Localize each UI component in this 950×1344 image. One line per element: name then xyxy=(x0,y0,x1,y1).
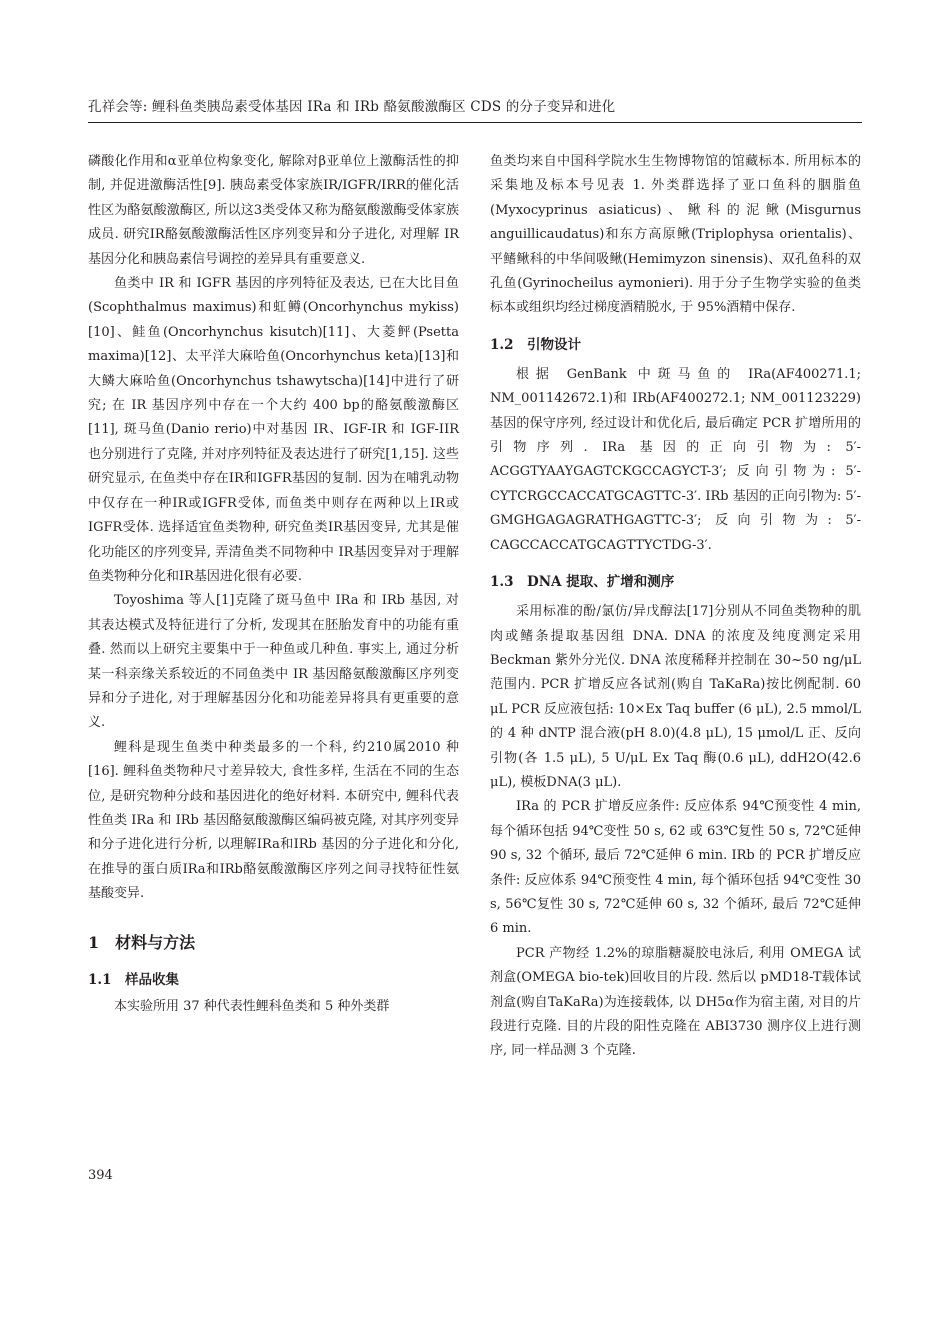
page-number: 394 xyxy=(88,1168,113,1183)
paragraph: 鲤科是现生鱼类中种类最多的一个科, 约210属2010 种[16]. 鲤科鱼类物种尺寸差异较大, 食性多样, 生活在不同的生态位, 是研究物种分歧和基因进化的绝好材料. 本研究中, 鲤科代表性鱼类 IRa 和 IRb 基因酪氨酸激酶区编码被克隆, 对其序列变异和分子进化进行分析, 以理解IRa和IRb 基因的分子进化和分化, 在推导的蛋白质IRa和IRb酪氨酸激酶区序列之间寻找特征性氨基酸变异. xyxy=(88,739,459,902)
paragraph: 鱼类均来自中国科学院水生生物博物馆的馆藏标本. 所用标本的采集地及标本号见表 1. 外类群选择了亚口鱼科的胭脂鱼(Myxocyprinus asiaticus)、鳅科的泥鳅(Misgurnus anguillicaudatus)和东方高原鳅(Triplophysa orientalis)、平鳍鳅科的中华间吸鳅(Hemimyzon sinensis)、双孔鱼科的双孔鱼(Gyrinocheilus aymonieri). 用于分子生物学实验的鱼类标本或组织均经过梯度酒精脱水, 于 95%酒精中保存. xyxy=(490,154,861,316)
left-column xyxy=(88,150,459,1019)
subsection-heading: 1.2 引物设计 xyxy=(490,336,581,353)
paragraph: 根据 GenBank 中斑马鱼的 IRa(AF400271.1; NM_001142672.1)和 IRb(AF400272.1; NM_001123229) 基因的保守序列, 经过设计和优化后, 最后确定 PCR 扩增所用的引物序列. IRa 基因的正向引物为: 5′-ACGGTYAAYGAGTCKGCCAGYCT-3′; 反向引物为: 5′-CYTCRGCCACCATGCAGTTC-3′. IRb 基因的正向引物为: 5′-GMGHGAGAGRATHGAGTTC-3′; 反向引物为: 5′-CAGCCACCATGCAGTTYCTDG-3′. xyxy=(490,366,861,553)
paragraph: IRa 的 PCR 扩增反应条件: 反应体系 94℃预变性 4 min, 每个循环包括 94℃变性 50 s, 62 或 63℃复性 50 s, 72℃延伸 90 s, 32 个循环, 最后 72℃延伸 6 min. IRb 的 PCR 扩增反应条件: 反应体系 94℃预变性 4 min, 每个循环包括 94℃变性 30 s, 56℃复性 30 s, 72℃延伸 60 s, 32 个循环, 最后 72℃延伸 6 min. xyxy=(490,799,861,937)
paragraph: Toyoshima 等人[1]克隆了斑马鱼中 IRa 和 IRb 基因, 对其表达模式及特征进行了分析, 发现其在胚胎发育中的功能有重叠. 然而以上研究主要集中于一种鱼或几种鱼. 事实上, 通过分析某一科亲缘关系较近的不同鱼类中 IR 基因酪氨酸激酶区序列变异和分子进化, 对于理解基因分化和功能差异将具有更重要的意义. xyxy=(88,593,459,731)
header-rule xyxy=(88,122,862,123)
section-heading: 1 材料与方法 xyxy=(88,932,196,952)
subsection-heading: 1.3 DNA 提取、扩增和测序 xyxy=(490,574,675,591)
paragraph: 磷酸化作用和α亚单位构象变化, 解除对β亚单位上激酶活性的抑制, 并促进激酶活性[9]. 胰岛素受体家族IR/IGFR/IRR的催化活性区为酪氨酸激酶区, 所以这3类受体又称为酪氨酸激酶受体家族成员. 研究IR酪氨酸激酶活性区序列变异和分子进化, 对理解 IR 基因分化和胰岛素信号调控的差异具有重要意义. xyxy=(88,154,459,267)
right-column xyxy=(490,150,861,1064)
paragraph: 鱼类中 IR 和 IGFR 基因的序列特征及表达, 已在大比目鱼(Scophthalmus maximus)和虹鳟(Oncorhynchus mykiss)[10]、鲑鱼(Oncorhynchus kisutch)[11]、大菱鲆(Psetta maxima)[12]、太平洋大麻哈鱼(Oncorhynchus keta)[13]和大鳞大麻哈鱼(Oncorhynchus tshawytscha)[14]中进行了研究; 在 IR 基因序列中存在一个大约 400 bp的酪氨酸激酶区[11], 斑马鱼(Danio rerio)中对基因 IR、IGF-IR 和 IGF-IIR 也分别进行了克隆, 并对序列特征及表达进行了研究[1,15]. 这些研究显示, 在鱼类中存在IR和IGFR基因的复制. 因为在哺乳动物中仅存在一种IR或IGFR受体, 而鱼类中则存在两种以上IR或IGFR受体. 选择适宜鱼类物种, 研究鱼类IR基因变异, 尤其是催化功能区的序列变异, 弄清鱼类不同物种中 IR基因变异对于理解鱼类物种分化和IR基因进化很有必要. xyxy=(88,276,459,584)
running-header: 孔祥会等: 鲤科鱼类胰岛素受体基因 IRa 和 IRb 酪氨酸激酶区 CDS 的分子变异和进化 xyxy=(88,99,616,115)
subsection-heading: 1.1 样品收集 xyxy=(88,971,179,988)
paragraph: PCR 产物经 1.2%的琼脂糖凝胶电泳后, 利用 OMEGA 试剂盒(OMEGA bio-tek)回收目的片段. 然后以 pMD18-T载体试剂盒(购自TaKaRa)为连接载体, 以 DH5α作为宿主菌, 对目的片段进行克隆. 目的片段的阳性克隆在 ABI3730 测序仪上进行测序, 同一样品测 3 个克隆. xyxy=(490,945,861,1059)
paragraph: 本实验所用 37 种代表性鲤科鱼类和 5 种外类群 xyxy=(114,998,390,1014)
paragraph: 采用标准的酚/氯仿/异戊醇法[17]分别从不同鱼类物种的肌肉或鳍条提取基因组 DNA. DNA 的浓度及纯度测定采用 Beckman 紫外分光仪. DNA 浓度稀释并控制在 30~50 ng/μL 范围内. PCR 扩增反应各试剂(购自 TaKaRa)按比例配制. 60 μL PCR 反应液包括: 10×Ex Taq buffer (6 μL), 2.5 mmol/L 的 4 种 dNTP 混合液(pH 8.0)(4.8 μL), 15 μmol/L 正、反向引物(各 1.5 μL), 5 U/μL Ex Taq 酶(0.6 μL), ddH2O(42.6 μL), 模板DNA(3 μL). xyxy=(490,604,861,790)
